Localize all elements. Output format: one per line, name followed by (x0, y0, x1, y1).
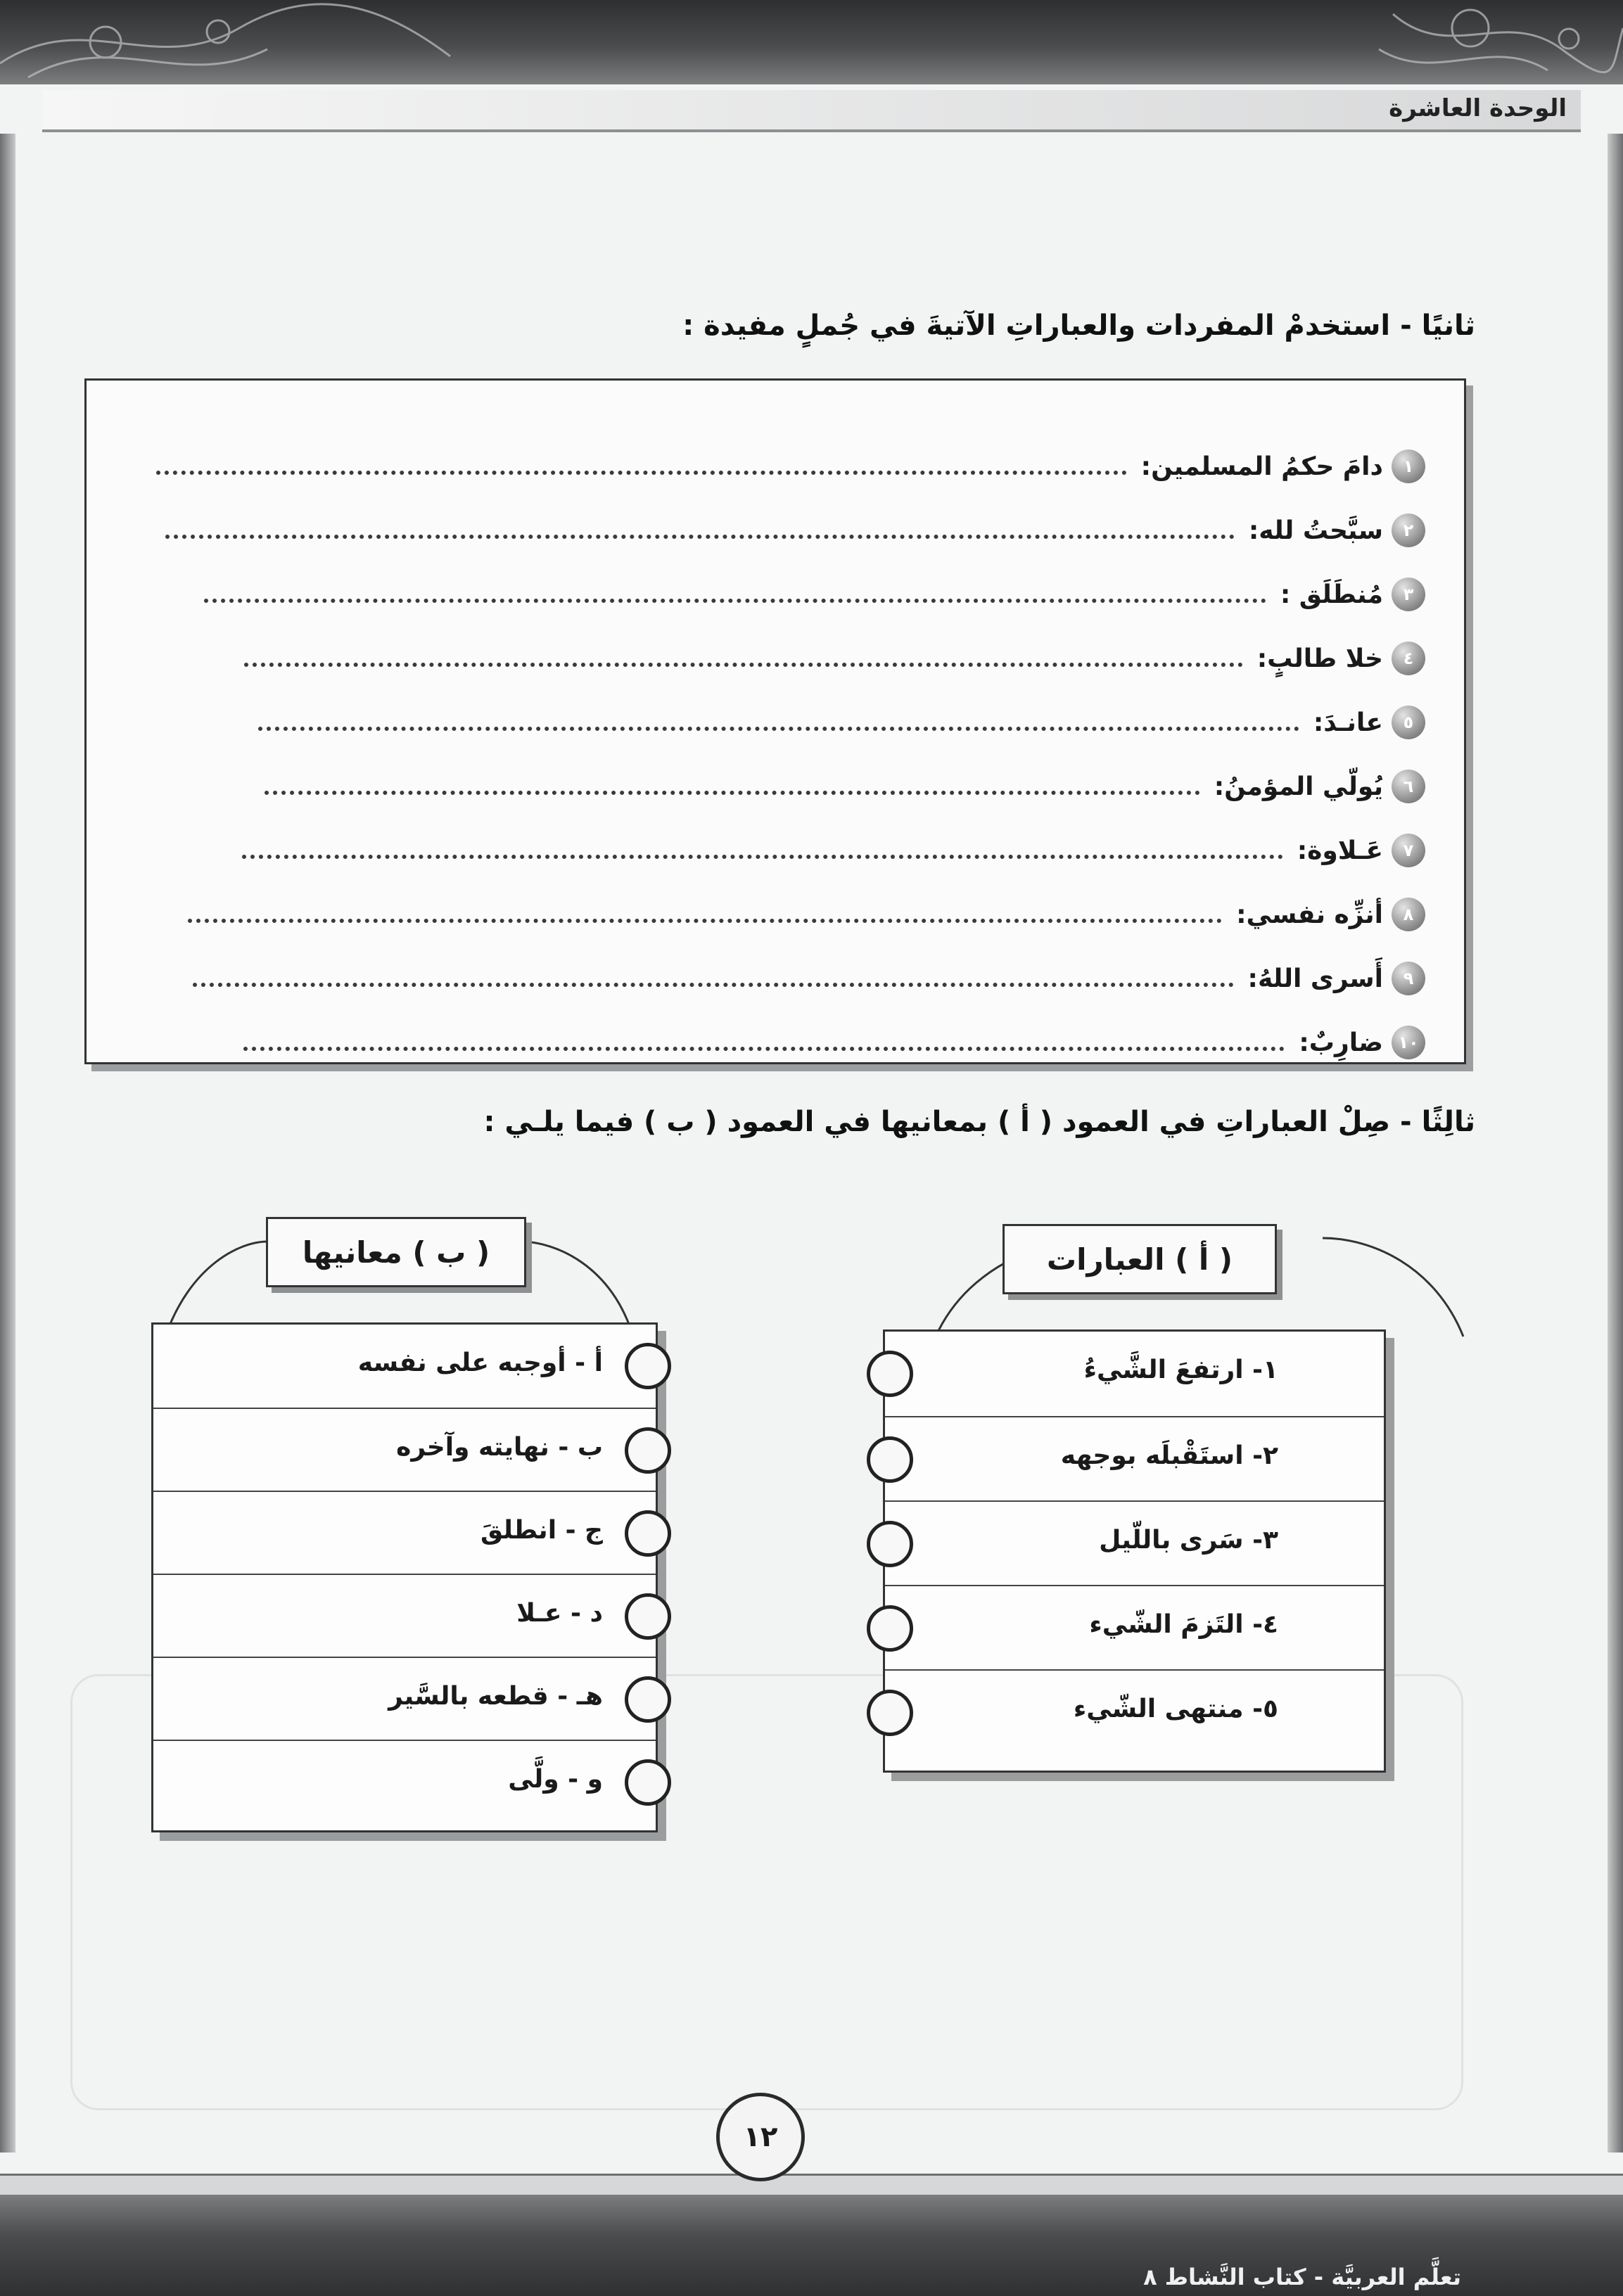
match-row (885, 1669, 1384, 1754)
exercise-two-heading: ثانيًا - استخدمْ المفردات والعباراتِ الآتيةَ في جُملٍ مفيدة : (682, 310, 1475, 342)
match-circle[interactable] (625, 1676, 671, 1723)
book-title: تعلَّم العربيَّة - كتاب النَّشاط ٨ (1143, 2264, 1461, 2290)
item-prompt: ضارِبٌ: (1299, 1028, 1383, 1057)
number-badge: ٦ (1392, 770, 1425, 803)
item-prompt: يُولّي المؤمنُ: (1214, 772, 1383, 801)
exercise-three-heading: ثالِثًا - صِلْ العباراتِ في العمود ( أ ) بمعانيها في العمود ( ب ) فيما يلـي : (483, 1106, 1475, 1138)
match-text: هـ - قطعه بالسَّير (388, 1682, 603, 1711)
match-text: ٢- استَقْبلَه بوجهه (1060, 1441, 1278, 1470)
number-badge: ٨ (1392, 898, 1425, 931)
match-text: ١- ارتفعَ الشَّيءُ (1083, 1356, 1278, 1384)
number-badge: ٩ (1392, 962, 1425, 995)
match-circle[interactable] (867, 1605, 913, 1652)
match-row (153, 1491, 656, 1574)
match-row (153, 1574, 656, 1657)
match-text: أ - أوجبه على نفسه (357, 1348, 603, 1377)
number-badge: ٣ (1392, 578, 1425, 611)
match-row (153, 1657, 656, 1740)
column-a-title: ( أ ) العبارات (1003, 1224, 1277, 1294)
column-b-card (151, 1322, 658, 1832)
column-b-title: ( ب ) معانيها (266, 1217, 526, 1287)
match-text: د - عـلا (516, 1599, 603, 1628)
item-prompt: خلا طالبٍ: (1256, 644, 1383, 673)
item-prompt: عَـلاوة: (1297, 836, 1383, 865)
match-circle[interactable] (867, 1690, 913, 1736)
match-text: ٥- منتهى الشّيء (1073, 1695, 1278, 1723)
number-badge: ٧ (1392, 834, 1425, 867)
match-row (885, 1416, 1384, 1500)
item-prompt: أنزِّه نفسي: (1236, 900, 1383, 929)
match-row (885, 1500, 1384, 1585)
match-text: ٤- التَزمَ الشّيء (1089, 1610, 1278, 1639)
match-text: ٣- سَرى باللّيل (1099, 1526, 1278, 1555)
match-text: و - ولَّى (508, 1765, 603, 1794)
page-number: ١٢ (716, 2093, 805, 2181)
match-circle[interactable] (867, 1436, 913, 1483)
item-prompt: سبَّحتُ لله: (1248, 516, 1383, 545)
match-circle[interactable] (625, 1759, 671, 1806)
match-circle[interactable] (625, 1510, 671, 1557)
match-circle[interactable] (625, 1593, 671, 1640)
match-row (153, 1408, 656, 1491)
footer-strip (0, 2174, 1623, 2195)
column-a-card (883, 1329, 1386, 1773)
number-badge: ٤ (1392, 642, 1425, 675)
match-text: ج - انطلقَ (480, 1516, 603, 1545)
match-text: ب - نهايته وآخره (396, 1433, 603, 1462)
match-row (153, 1740, 656, 1823)
match-row (885, 1585, 1384, 1669)
item-prompt: مُنطَلَق : (1280, 580, 1383, 609)
item-prompt: أَسرى اللهُ: (1247, 964, 1383, 993)
match-circle[interactable] (867, 1351, 913, 1397)
item-prompt: دامَ حكمُ المسلمين: (1140, 452, 1383, 481)
number-badge: ١٠ (1392, 1026, 1425, 1059)
number-badge: ٢ (1392, 514, 1425, 547)
item-prompt: عانـدَ: (1313, 708, 1383, 737)
match-circle[interactable] (625, 1343, 671, 1389)
match-circle[interactable] (625, 1427, 671, 1474)
number-badge: ١ (1392, 449, 1425, 483)
match-circle[interactable] (867, 1521, 913, 1567)
match-row (885, 1332, 1384, 1416)
number-badge: ٥ (1392, 706, 1425, 739)
match-row (153, 1325, 656, 1408)
unit-title: الوحدة العاشرة (1389, 94, 1567, 122)
